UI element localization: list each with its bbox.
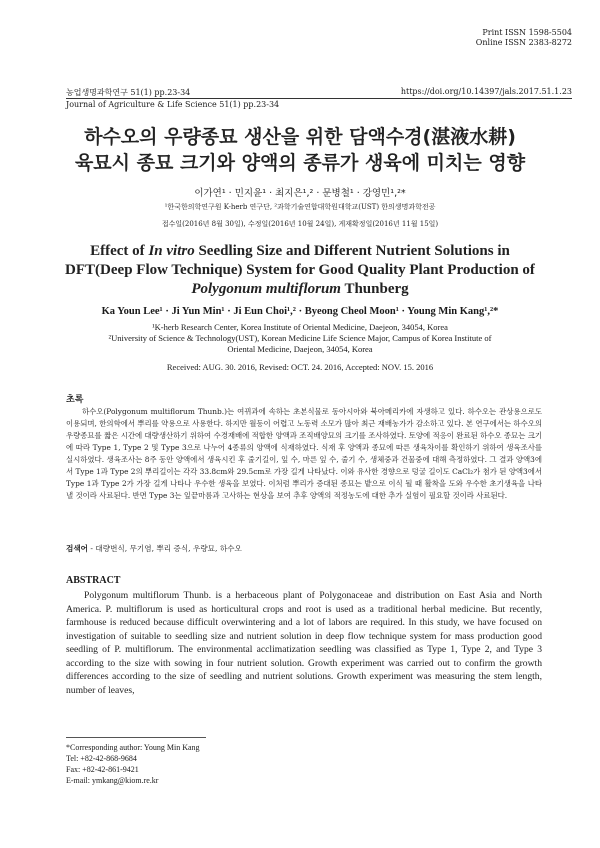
journal-citation-en: Journal of Agriculture & Life Science 51(1) pp.23-34 bbox=[66, 100, 280, 109]
doi-link[interactable]: https://doi.org/10.14397/jals.2017.51.1.23 bbox=[400, 87, 572, 96]
header-divider bbox=[66, 98, 572, 99]
english-affiliation-2: ²University of Science & Technology(UST), Korean Medicine Life Science Major, Campus of Korea Institute of bbox=[108, 333, 492, 343]
korean-authors: 이가연¹ · 민지윤¹ · 최지은¹,² · 문병철¹ · 강영민¹,²* bbox=[194, 188, 406, 199]
corresponding-author-footnote bbox=[66, 742, 200, 786]
print-issn: Print ISSN 1598-5504 bbox=[482, 28, 572, 37]
korean-abstract-heading: 초록 bbox=[66, 395, 84, 405]
korean-abstract bbox=[66, 406, 542, 502]
journal-citation bbox=[66, 87, 280, 109]
korean-abstract-text: 하수오(Polygonum multiflorum Thunb.)는 여뀌과에 속하는 초본식물로 동아시아와 북아메리카에 자생하고 있다. 하수오는 관상용으로도 이용되며, 한의학에서 뿌리를 약용으로 사용한다. 하지만 월동이 어렵고 노동력 소모가 많아 최근 재배농가가 감소하고 있다. 본 연구에서는 하수오의 우량종묘를 짧은 시간에 대량생산하기 위하여 수경재배에 적합한 양액과 조직배양묘의 크기를 조사하였다. 토양에 적응이 완료된 하수오 종묘는 크기에 따라 Type 1, Type 2 및 Type 3으로 나누어 4종류의 양액에 식재하였다. 식재 후 양액과 종묘에 따른 생육차이를 확인하기 위하여 생육조사를 실시하였다. 생육조사는 8주 동안 양액에서 생육시킨 후 줄기길이, 잎 수, 마른 잎 수, 줄기 수, 생체중과 건물중에 대해 측정하였다. 그 결과 양액3에서 Type 1과 Type 2의 뿌리길이는 각각 33.8cm와 29.5cm로 가장 길게 나타났다. 이와 유사한 경향으로 덩굴 길이도 CaCl₂가 첨가 된 양액3에서 Type 1과 Type 2가 가장 길게 나타나 우수한 생육을 보였다. 이처럼 뿌리가 증대된 종묘는 밭으로 이식 될 때 활착을 도와 우수한 초기생육을 나타낼 것이라 사료된다. 반면 Type 3는 잎끝마름과 고사하는 현상을 보여 추후 양액의 적정농도에 대한 추가 실험이 필요할 것이라 사료된다. bbox=[66, 407, 542, 500]
korean-affiliations: ¹한국한의학연구원 K-herb 연구단, ²과학기술연합대학원대학교(UST) 한의생명과학전공 bbox=[164, 203, 436, 211]
footnote-tel: Tel: +82-42-868-9684 bbox=[66, 754, 137, 763]
korean-dates: 접수일(2016년 8월 30일), 수정일(2016년 10월 24일), 게재확정일(2016년 11월 15일) bbox=[161, 220, 439, 228]
english-dates: Received: AUG. 30. 2016, Revised: OCT. 24. 2016, Accepted: NOV. 15. 2016 bbox=[166, 362, 434, 372]
english-abstract-heading: ABSTRACT bbox=[66, 575, 121, 586]
english-abstract-text: Polygonum multiflorum Thunb. is a herbaceous plant of Polygonaceae and distribution on East Asia and North America. P. multiflorum is used as horticultural crops and root is used as a traditional herbal medicine. But recently, farmhouse is reduced because difficult overwintering and a lot of labors are required. In this study, we have focused on investigation of suitable to seedling size and nutrient solution in deep flow technique system for mass production good seedling of P. multiflorum. The environmental acclimatization seedling was classified as Type 1, Type 2, and Type 3 according to the size with sowing in four nutrient solution. Growth experiment was carried out to confirm the growth differences according to the size of seedling and nutrient solutions. Growth experiment was measuring the stem length, number of leaves, bbox=[66, 590, 542, 696]
english-title bbox=[50, 242, 550, 299]
english-abstract bbox=[66, 589, 542, 697]
keywords-text: - 대량번식, 무기염, 뿌리 증식, 우량묘, 하수오 bbox=[88, 544, 242, 553]
korean-keywords bbox=[66, 543, 242, 554]
footnote-fax: Fax: +82-42-861-9421 bbox=[66, 765, 139, 774]
english-affiliations bbox=[60, 322, 540, 355]
korean-title bbox=[40, 124, 560, 176]
english-affiliation-1: ¹K-herb Research Center, Korea Institute of Oriental Medicine, Daejeon, 34054, Korea bbox=[152, 322, 448, 332]
english-title-line3: Polygonum multiflorum Thunberg bbox=[191, 281, 409, 297]
footnote-divider bbox=[66, 737, 206, 738]
issn-block bbox=[476, 28, 572, 48]
online-issn: Online ISSN 2383-8272 bbox=[475, 38, 572, 47]
journal-citation-ko: 농업생명과학연구 51(1) pp.23-34 bbox=[66, 88, 191, 97]
english-authors: Ka Youn Lee¹ · Ji Yun Min¹ · Ji Eun Choi¹,² · Byeong Cheol Moon¹ · Young Min Kang¹,²* bbox=[101, 306, 499, 317]
footnote-author: *Corresponding author: Young Min Kang bbox=[66, 743, 200, 752]
english-title-line1: Effect of In vitro Seedling Size and Different Nutrient Solutions in bbox=[90, 243, 510, 259]
korean-title-line1: 하수오의 우량종묘 생산을 위한 담액수경(湛液水耕) bbox=[84, 126, 516, 148]
keywords-label: 검색어 bbox=[66, 544, 89, 553]
korean-title-line2: 육묘시 종묘 크기와 양액의 종류가 생육에 미치는 영향 bbox=[74, 152, 526, 174]
footnote-email[interactable]: E-mail: ymkang@kiom.re.kr bbox=[66, 776, 159, 785]
english-title-line2: DFT(Deep Flow Technique) System for Good Quality Plant Production of bbox=[65, 262, 535, 278]
english-affiliation-3: Oriental Medicine, Daejeon, 34054, Korea bbox=[227, 344, 373, 354]
